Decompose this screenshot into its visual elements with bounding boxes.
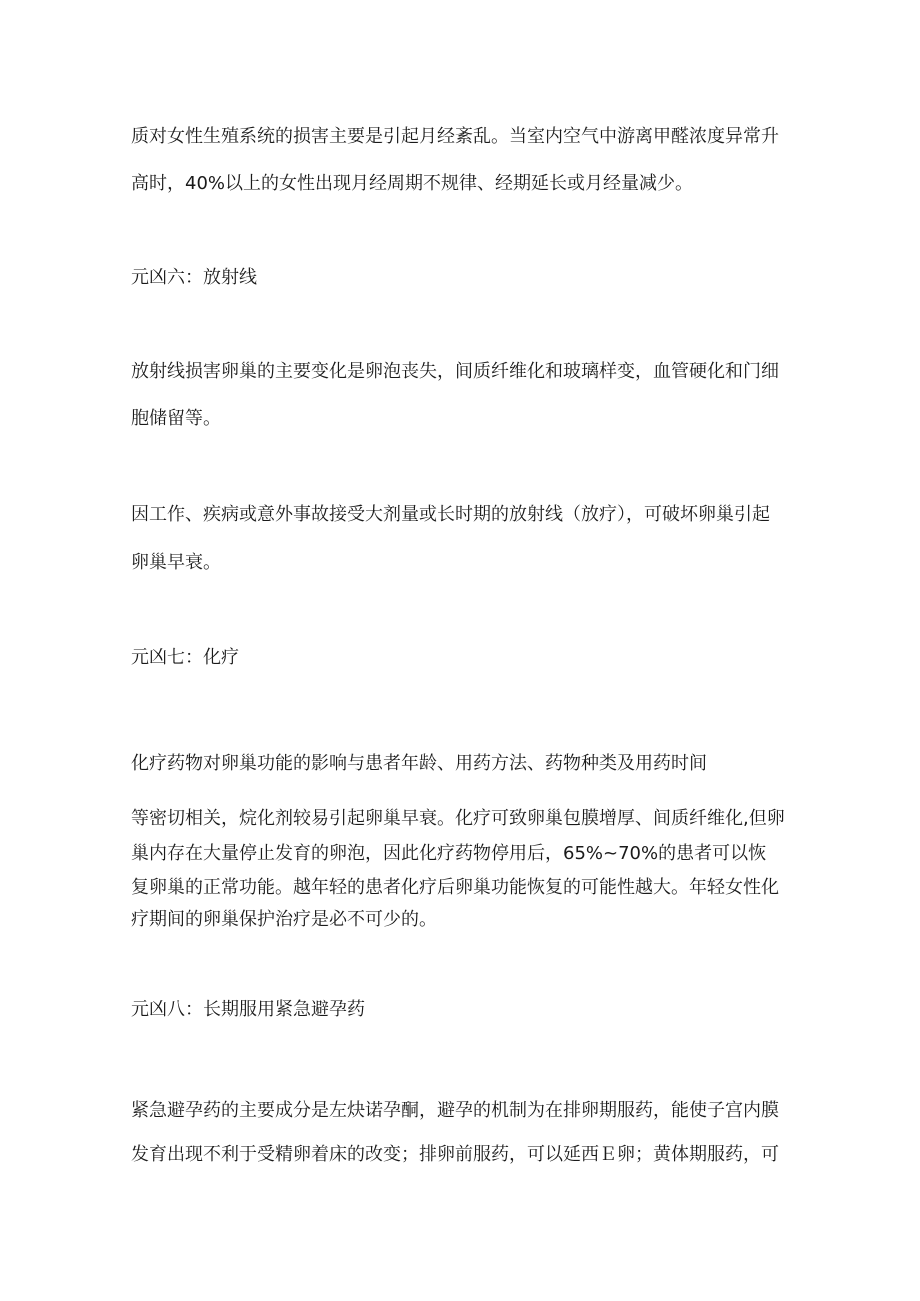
- paragraph-line: 胞储留等。: [131, 408, 221, 429]
- paragraph-line: 巢内存在大量停止发育的卵泡，因此化疗药物停用后，65%~70%的患者可以恢: [131, 843, 767, 864]
- section-heading: 元凶七：化疗: [131, 647, 239, 668]
- paragraph-line: 质对女性生殖系统的损害主要是引起月经紊乱。当室内空气中游离甲醛浓度异常升: [131, 126, 779, 147]
- paragraph-line: 因工作、疾病或意外事故接受大剂量或长时期的放射线（放疗），可破坏卵巢引起: [131, 504, 770, 525]
- paragraph-line: 卵巢早衰。: [131, 552, 221, 573]
- section-heading: 元凶六：放射线: [131, 267, 257, 288]
- paragraph-line: 等密切相关，烷化剂较易引起卵巢早衰。化疗可致卵巢包膜增厚、间质纤维化,但卵: [131, 808, 785, 829]
- paragraph-line: 紧急避孕药的主要成分是左炔诺孕酮，避孕的机制为在排卵期服药，能使子宫内膜: [131, 1100, 779, 1121]
- paragraph-line: 放射线损害卵巢的主要变化是卵泡丧失，间质纤维化和玻璃样变，血管硬化和门细: [131, 361, 779, 382]
- paragraph-line: 发育出现不利于受精卵着床的改变；排卵前服药，可以延西Ｅ卵；黄体期服药，可: [131, 1144, 779, 1165]
- section-heading: 元凶八：长期服用紧急避孕药: [131, 999, 365, 1020]
- paragraph-line: 疗期间的卵巢保护治疗是必不可少的。: [131, 909, 437, 930]
- paragraph-line: 化疗药物对卵巢功能的影响与患者年龄、用药方法、药物种类及用药时间: [131, 753, 707, 774]
- paragraph-line: 高时，40%以上的女性出现月经周期不规律、经期延长或月经量减少。: [131, 173, 694, 194]
- paragraph-line: 复卵巢的正常功能。越年轻的患者化疗后卵巢功能恢复的可能性越大。年轻女性化: [131, 877, 779, 898]
